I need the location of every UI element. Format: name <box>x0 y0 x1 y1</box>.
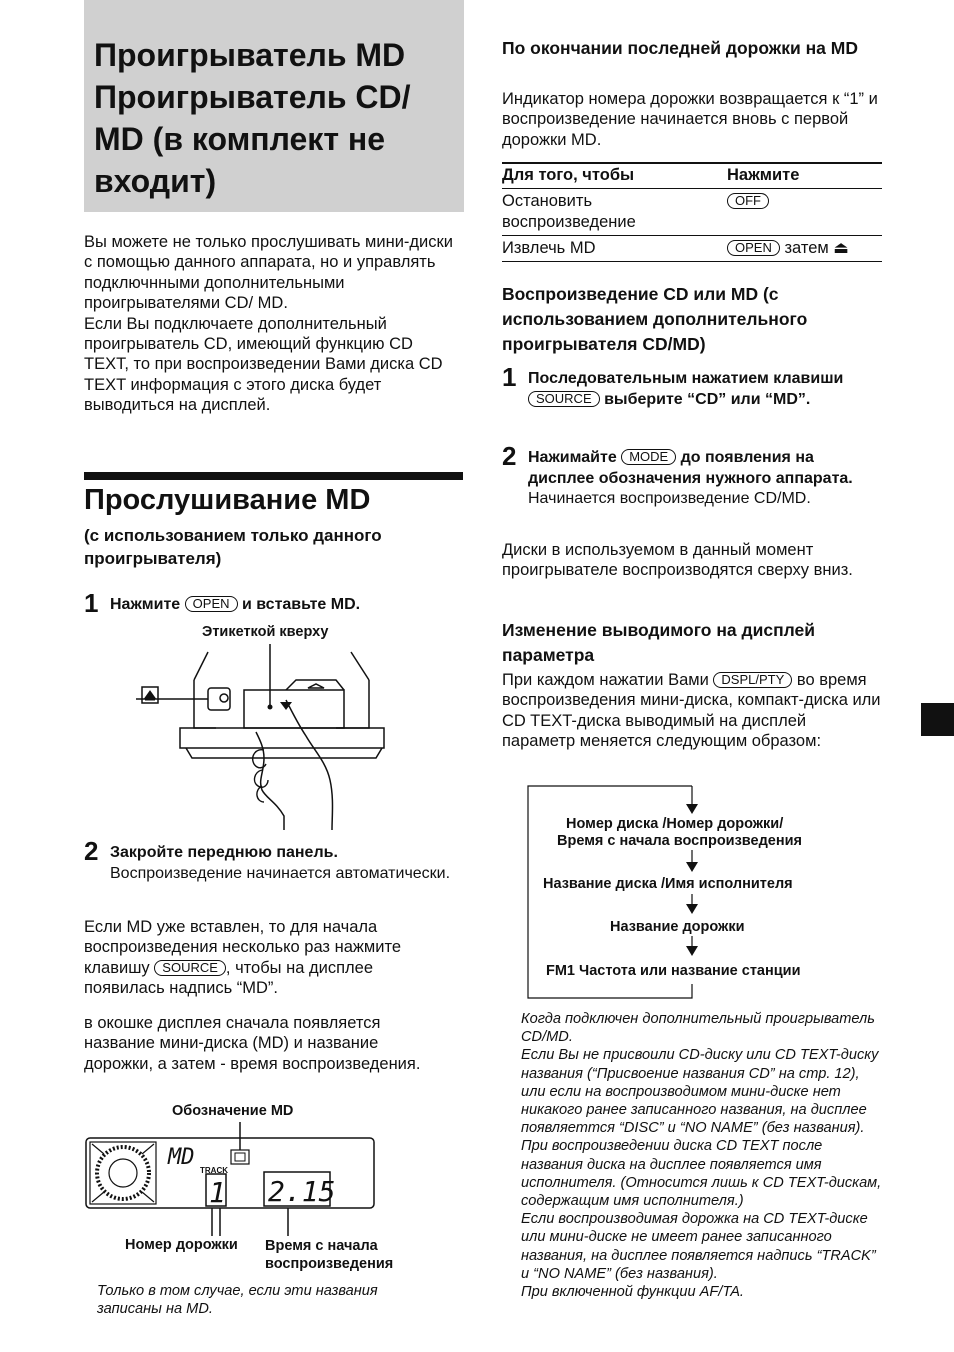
display-track-number: 1 <box>209 1176 226 1209</box>
step-1-text <box>110 595 460 616</box>
cdmd-step-1-post: выберите “CD” или “MD”. <box>604 390 811 408</box>
page-title: Проигрыватель MD Проигрыватель CD/ MD (в комплект не входит) <box>94 37 411 199</box>
display-label-md: Обозначение MD <box>172 1103 294 1119</box>
table-row <box>502 189 882 236</box>
source-paragraph-post: , чтобы на дисплее появилась надпись “MD”. <box>84 958 373 998</box>
display-label-track: Номер дорожки <box>125 1237 238 1253</box>
title-box <box>84 0 464 212</box>
step-1-pre: Нажмите <box>110 596 181 613</box>
table-cell-key <box>727 189 882 236</box>
table-cell-extra: затем ⏏ <box>784 239 849 257</box>
step-2-number: 2 <box>84 836 99 866</box>
step-1-post: и вставьте MD. <box>241 596 361 613</box>
intro-paragraph-1: Вы можете не только прослушивать мини-диски с помощью данного аппарата, но и управлять подключнными дополнительными проигрывателями CD/ MD. <box>84 233 453 313</box>
flow-step-disc-track: Номер диска /Номер дорожки/ <box>566 816 784 832</box>
display-note: Только в том случае, если эти названия записаны на MD. <box>97 1283 378 1318</box>
last-track-heading: По окончании последней дорожки на MD <box>502 38 858 58</box>
step-2-text <box>110 843 460 884</box>
figure-label-label-up: Этикеткой кверху <box>202 624 329 640</box>
table-header-action: Для того, чтобы <box>502 163 727 189</box>
display-paragraph: в окошке дисплея сначала появляется название мини-диска (MD) и название дорожки, а затем - время воспроизведения. <box>84 1014 421 1073</box>
display-change-notes: Когда подключен дополнительный проигрыватель CD/MD. Если Вы не присвоили CD-диску или CD TEXT-диску названия (“Присвоение названия CD” на стр. 12), или если на воспроизводимом мини-диске нет никакого ранее записанного названия, на дисплее появляеттся “DISC” и “NO NAME” (без названия). При воспроизведении диска CD TEXT после названия диска на дисплее появляется имя исполнителя. (Относится лишь к CD TEXT-дискам, содержащим имя исполнителя.) Если воспроизводимая дорожка на CD TEXT-диске или мини-диске не имеет ранее записанного названия, на дисплее появляется надпись “TRACK” и “NO NAME” (без названия). При включенной функции AF/TA. <box>521 1011 882 1301</box>
display-time: 2.15 <box>268 1175 336 1208</box>
cdmd-heading: Воспроизведение CD или MD (с использованием дополнительного проигрывателя CD/MD) <box>502 284 808 354</box>
intro <box>84 232 459 416</box>
cdmd-step-2-description: Начинается воспроизведение CD/MD. <box>528 490 811 507</box>
display-md-text: MD <box>168 1145 195 1170</box>
cdmd-step-2-pre: Нажимайте <box>528 449 617 466</box>
cdmd-step-2-number: 2 <box>502 441 517 471</box>
display-change-text <box>502 670 882 752</box>
flow-step-fm1: FM1 Частота или название станции <box>546 963 801 979</box>
step-2-bold: Закройте переднюю панель. <box>110 844 338 861</box>
flow-step-track-name: Название дорожки <box>610 919 745 935</box>
cdmd-step-2-post: до появления на дисплее обозначения нужного аппарата. <box>528 449 853 487</box>
display-change-heading: Изменение выводимого на дисплей параметра <box>502 620 816 665</box>
open-key: OPEN <box>185 596 238 612</box>
table-cell-action: Извлечь MD <box>502 236 727 262</box>
table-row <box>502 236 882 262</box>
step-1-number: 1 <box>84 588 99 618</box>
flow-step-elapsed-time: Время с начала воспроизведения <box>557 833 802 849</box>
source-key: SOURCE <box>528 391 600 407</box>
last-track-text: Индикатор номера дорожки возвращается к “1” и воспроизведение начинается вновь с первой дорожки MD. <box>502 90 878 149</box>
source-paragraph <box>84 917 452 999</box>
cdmd-step-1-number: 1 <box>502 362 517 392</box>
intro-paragraph-2: Если Вы подключаете дополнительный проигрыватель CD, имеющий функцию CD TEXT, то при воспроизведении Вами диска CD TEXT информация с этого диска будет выводиться на дисплей. <box>84 314 443 415</box>
md-display-illustration <box>84 1122 376 1242</box>
cdmd-step-1-text <box>528 369 873 410</box>
source-paragraph-pre: Если MD уже вставлен, то для начала воспроизведения несколько раз нажмите клавишу <box>84 918 402 977</box>
open-key: OPEN <box>727 240 780 256</box>
section-subtitle: (с использованием только данного проигрывателя) <box>84 526 382 568</box>
display-change-pre: При каждом нажатии Вами <box>502 671 709 689</box>
cdmd-paragraph: Диски в используемом в данный момент проигрывателе воспроизводятся сверху вниз. <box>502 541 853 580</box>
flow-step-disc-name: Название диска /Имя исполнителя <box>543 876 793 892</box>
step-2-description: Воспроизведение начинается автоматически. <box>110 864 451 882</box>
table-cell-key <box>727 236 882 262</box>
cdmd-step-1-pre: Последовательным нажатием клавиши <box>528 370 844 387</box>
source-key: SOURCE <box>154 960 226 976</box>
table-cell-action: Остановить воспроизведение <box>502 189 727 236</box>
md-insert-illustration <box>136 640 396 830</box>
table-header-press: Нажмите <box>727 163 882 189</box>
off-key: OFF <box>727 193 769 209</box>
section-tab-marker <box>921 703 954 736</box>
section-title-listening: Прослушивание MD <box>84 484 371 516</box>
dspl-pty-key: DSPL/PTY <box>713 672 792 688</box>
mode-key: MODE <box>621 449 676 465</box>
display-track-word: TRACK <box>200 1166 228 1175</box>
cdmd-step-2-bold <box>528 448 873 489</box>
display-change-post: во время воспроизведения мини-диска, компакт-диска или CD TEXT-диска выводимый на дисплей параметр меняется следующим образом: <box>502 671 881 751</box>
operations-table <box>502 162 882 262</box>
cdmd-step-2-text <box>528 448 873 510</box>
display-label-time: Время с начала воспроизведения <box>265 1238 394 1272</box>
section-rule <box>84 472 463 480</box>
